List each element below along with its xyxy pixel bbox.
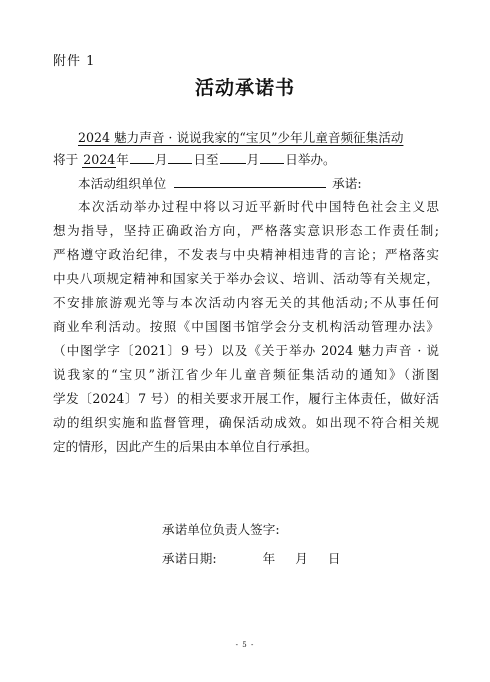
paragraph-line: 学发〔2024〕7 号）的相关要求开展工作，履行主体责任，做好活 <box>53 391 439 406</box>
schedule-line <box>53 151 336 168</box>
activity-name-line <box>78 130 403 146</box>
paragraph-line: 不安排旅游观光等与本次活动内容无关的其他活动;不从事任何 <box>53 295 439 310</box>
page-number: - 5 - <box>235 641 255 649</box>
signature-date-line <box>162 548 340 567</box>
organizer-suffix: 承诺: <box>332 176 362 191</box>
paragraph-line: 说我家的“宝贝”浙江省少年儿童音频征集活动的通知》（浙图 <box>53 367 439 382</box>
organizer-label: 本活动组织单位 <box>78 176 167 191</box>
date-label: 承诺日期: <box>162 551 217 566</box>
paragraph-line: 动的组织实施和监督管理，确保活动成效。如出现不符合相关规 <box>53 415 439 430</box>
schedule-day-end: 日举办。 <box>285 152 336 167</box>
paragraph-line: 想为指导，坚持正确政治方向，严格落实意识形态工作责任制; <box>53 223 439 238</box>
signature-label: 承诺单位负责人签字: <box>162 522 280 537</box>
paragraph-line: 本次活动举办过程中将以习近平新时代中国特色社会主义思 <box>78 199 439 214</box>
date-day: 日 <box>327 551 341 566</box>
month-blank-2 <box>220 151 246 164</box>
attachment-label: 附件 1 <box>53 54 96 69</box>
paragraph-line: 定的情形，因此产生的后果由本单位自行承担。 <box>53 439 318 454</box>
paragraph-line: 商业牟利活动。按照《中国图书馆学会分支机构活动管理办法》 <box>53 319 439 334</box>
organizer-blank <box>174 174 326 188</box>
activity-name: 2024 魅力声音 · 说说我家的“宝贝”少年儿童音频征集活动 <box>78 130 404 145</box>
day-blank-1 <box>168 151 192 164</box>
document-title: 活动承诺书 <box>194 77 295 99</box>
schedule-month-2: 月 <box>246 152 260 167</box>
organizer-line <box>78 174 362 192</box>
schedule-prefix: 将于 <box>53 152 79 167</box>
date-year: 年 <box>262 551 276 566</box>
date-month: 月 <box>295 551 308 566</box>
month-blank-1 <box>130 151 154 164</box>
schedule-year: 2024 <box>83 152 116 167</box>
paragraph-line: （中图学字〔2021〕9 号）以及《关于举办 2024 魅力声音 · 说 <box>53 343 439 358</box>
paragraph-line: 严格遵守政治纪律，不发表与中央精神相违背的言论；严格落实 <box>53 247 439 262</box>
paragraph-line: 中央八项规定精神和国家关于举办会议、培训、活动等有关规定， <box>53 271 439 286</box>
schedule-month-1: 月 <box>154 152 168 167</box>
schedule-year-suffix: 年 <box>116 152 129 167</box>
day-blank-2 <box>260 151 284 164</box>
schedule-day-to: 日至 <box>193 152 219 167</box>
